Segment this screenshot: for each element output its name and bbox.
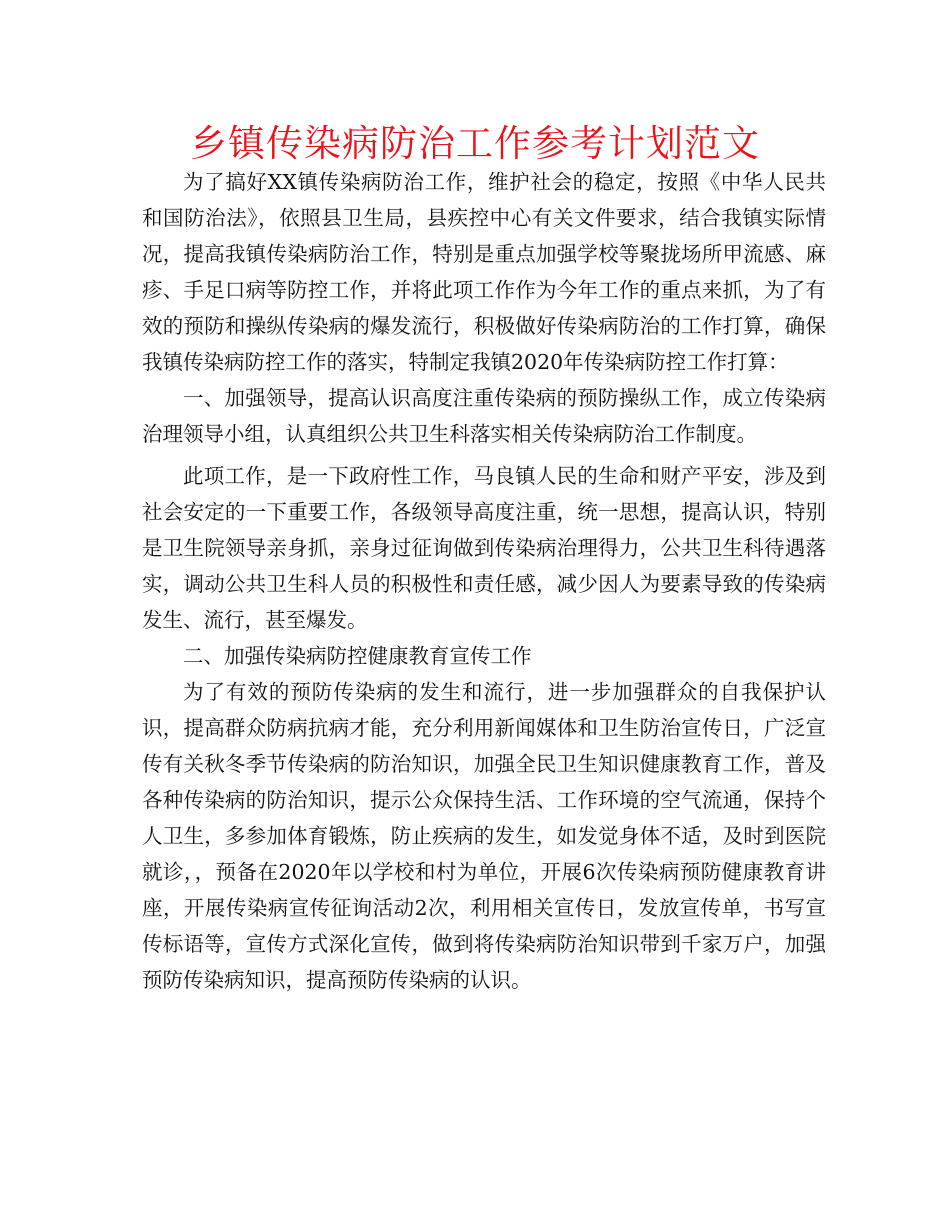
paragraph-intro: 为了搞好XX镇传染病防治工作，维护社会的稳定，按照《中华人民共和国防治法》，依照县卫生局，县疾控中心有关文件要求，结合我镇实际情况，提高我镇传染病防治工作，特别是重点加强学校等聚拢场所甲流感、麻疹、手足口病等防控工作，并将此项工作作为今年工作的重点来抓，为了有效的预防和操纵传染病的爆发流行，积极做好传染病防治的工作打算，确保我镇传染病防控工作的落实，特制定我镇2020年传染病防控工作打算： — [142, 170, 826, 374]
page-title: 乡镇传染病防治工作参考计划范文 — [190, 122, 760, 165]
paragraph-section-two-heading: 二、加强传染病防控健康教育宣传工作 — [183, 644, 532, 668]
paragraph-section-one: 一、加强领导，提高认识高度注重传染病的预防操纵工作，成立传染病治理领导小组，认真组织公共卫生科落实相关传染病防治工作制度。 — [142, 386, 826, 446]
document-body — [142, 164, 826, 998]
paragraph-leadership: 此项工作，是一下政府性工作，马良镇人民的生命和财产平安，涉及到社会安定的一下重要工作，各级领导高度注重，统一思想，提高认识，特别是卫生院领导亲身抓，亲身过征询做到传染病治理得力，公共卫生科待遇落实，调动公共卫生科人员的积极性和责任感，减少因人为要素导致的传染病发生、流行，甚至爆发。 — [142, 464, 826, 632]
paragraph-education: 为了有效的预防传染病的发生和流行，进一步加强群众的自我保护认识，提高群众防病抗病才能，充分利用新闻媒体和卫生防治宣传日，广泛宣传有关秋冬季节传染病的防治知识，加强全民卫生知识健康教育工作，普及各种传染病的防治知识，提示公众保持生活、工作环境的空气流通，保持个人卫生，多参加体育锻炼，防止疾病的发生，如发觉身体不适，及时到医院就诊，，预备在2020年以学校和村为单位，开展6次传染病预防健康教育讲座，开展传染病宣传征询活动2次，利用相关宣传日，发放宣传单，书写宣传标语等，宣传方式深化宣传，做到将传染病防治知识带到千家万户，加强预防传染病知识，提高预防传染病的认识。 — [142, 680, 826, 992]
